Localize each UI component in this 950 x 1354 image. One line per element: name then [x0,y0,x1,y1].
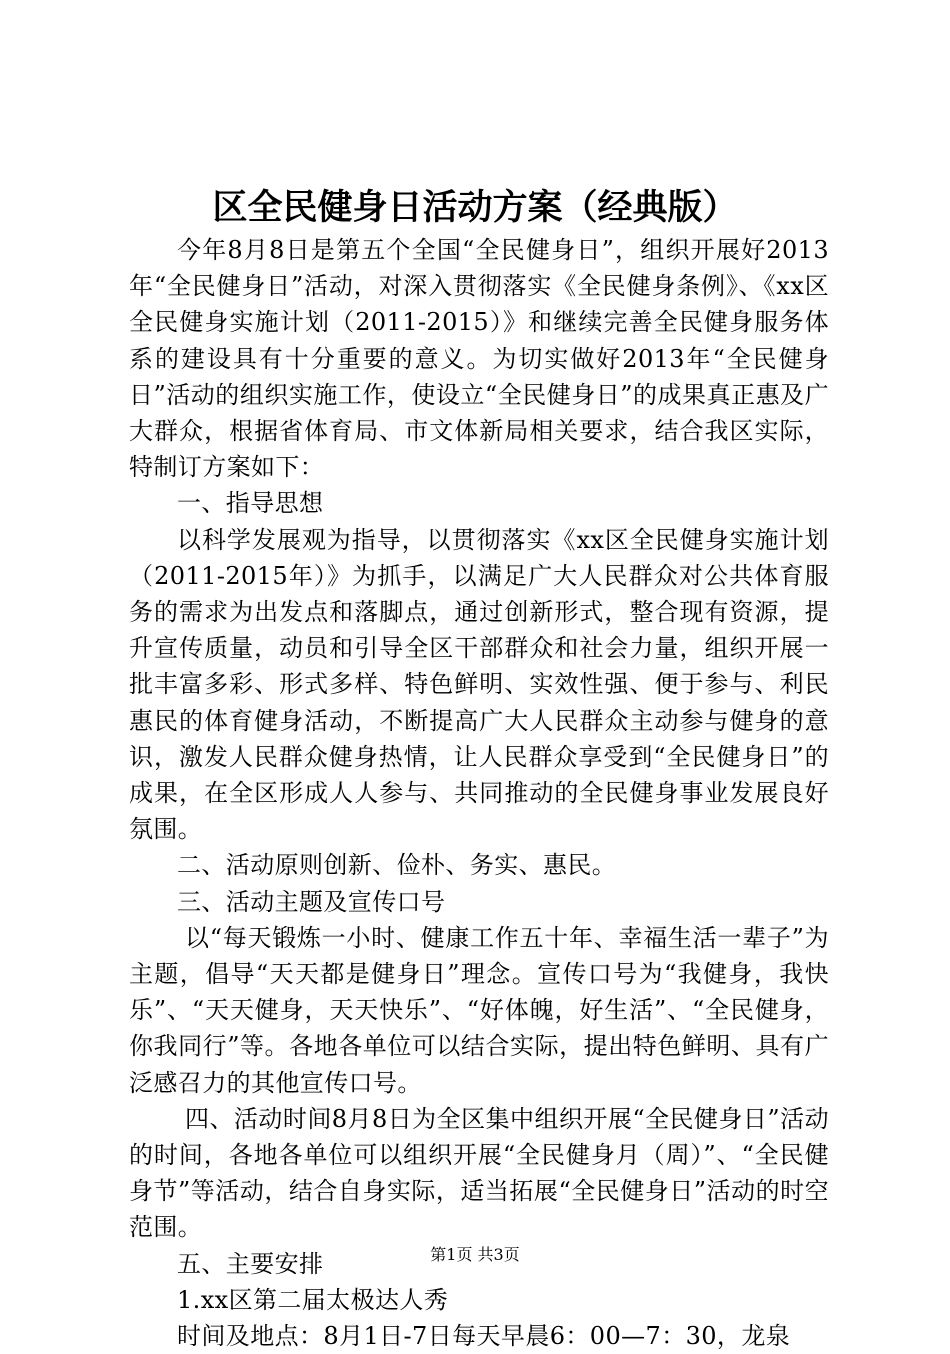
intro-paragraph: 今年8月8日是第五个全国“全民健身日”，组织开展好2013年“全民健身日”活动，对深入贯彻落实《全民健身条例》、《xx区全民健身实施计划（2011-2015）》和继续完善全民健身服务体系的建设具有十分重要的意义。为切实做好2013年“全民健身日”活动的组织实施工作，使设立“全民健身日”的成果真正惠及广大群众，根据省体育局、市文体新局相关要求，结合我区实际，特制订方案如下： [129,236,829,482]
page-footer: 第1页 共3页 [430,1245,520,1264]
arrangement-item-1: 1.xx区第二届太极达人秀 [177,1285,449,1314]
document-title: 区全民健身日活动方案（经典版） [212,187,738,228]
guiding-ideology-paragraph: 以科学发展观为指导，以贯彻落实《xx区全民健身实施计划（2011-2015年）》为抓手，以满足广大人民群众对公共体育服务的需求为出发点和落脚点，通过创新形式，整合现有资源，提升宣传质量，动员和引导全区干部群众和社会力量，组织开展一批丰富多彩、形式多样、特色鲜明、实效性强、便于参与、利民惠民的体育健身活动，不断提高广大人民群众主动参与健身的意识，激发人民群众健身热情，让人民群众享受到“全民健身日”的成果，在全区形成人人参与、共同推动的全民健身事业发展良好氛围。 [129,525,829,844]
document-body [129,232,829,1354]
section-heading-guiding-ideology: 一、指导思想 [177,489,324,518]
arrangement-time-location: 时间及地点：8月1日-7日每天早晨6：00—7：30，龙泉 [177,1322,791,1351]
theme-slogans-paragraph: 以“每天锻炼一小时、健康工作五十年、幸福生活一辈子”为主题，倡导“天天都是健身日”理念。宣传口号为“我健身，我快乐”、“天天健身，天天快乐”、“好体魄，好生活”、“全民健身，你我同行”等。各地各单位可以结合实际，提出特色鲜明、具有广泛感召力的其他宣传口号。 [129,923,829,1097]
section-heading-arrangements: 五、主要安排 [177,1249,324,1278]
activity-time-paragraph: 四、活动时间8月8日为全区集中组织开展“全民健身日”活动的时间，各地各单位可以组织开展“全民健身月（周）”、“全民健身节”等活动，结合自身实际，适当拓展“全民健身日”活动的时空范围。 [129,1104,829,1242]
section-heading-theme-slogans: 三、活动主题及宣传口号 [177,887,446,916]
section-heading-principles: 二、活动原则创新、俭朴、务实、惠民。 [177,851,617,880]
